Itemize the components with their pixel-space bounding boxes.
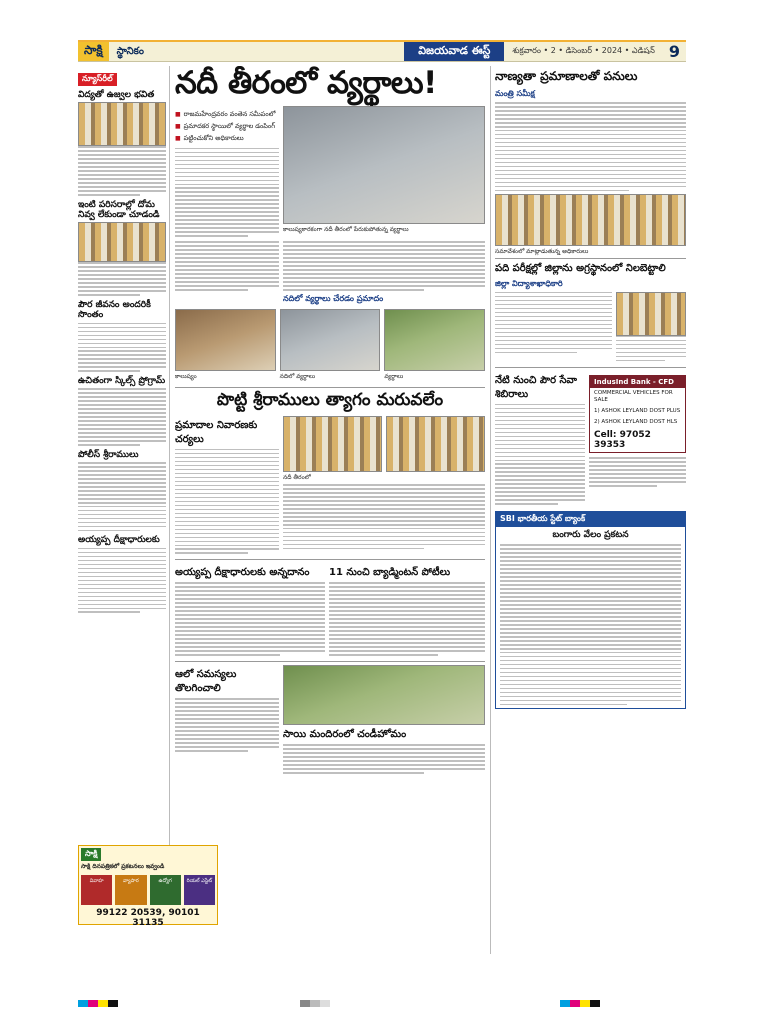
left-story-4-body xyxy=(78,388,166,445)
page-number: 9 xyxy=(668,42,680,61)
sakshi-ad-phones: 99122 20539, 90101 31135 xyxy=(96,908,200,928)
right-story-2-body xyxy=(495,292,612,353)
story-4-body xyxy=(329,582,485,655)
indusind-line-1: 1) ASHOK LEYLAND DOST PLUS xyxy=(594,408,681,414)
main-photo-caption-4: వ్యర్థాలు xyxy=(384,372,404,380)
sakshi-ad-tagline: సాక్షి దినపత్రికలో ప్రకటనలు ఇవ్వండి xyxy=(81,863,165,870)
sriramulu-body xyxy=(283,484,485,549)
color-registration-bar xyxy=(78,1000,118,1007)
sriramulu-photo-2 xyxy=(386,416,485,472)
sbi-notice-title: బంగారు వేలం ప్రకటన xyxy=(552,530,629,541)
story-6-headline: సాయి మందిరంలో చండీహోమం xyxy=(283,729,407,741)
right-story-1-body xyxy=(495,102,686,191)
masthead xyxy=(78,40,686,62)
bullet-item: ■ ప్రమాదకర స్థాయిలో వ్యర్థాల డంపింగ్ xyxy=(175,122,279,132)
left-story-2-headline: ఇంటి పరిసరాల్లో దోమ నివ్వ లేకుండా చూడండి xyxy=(78,199,160,221)
bullet-item: ■ పట్టించుకోని అధికారులు xyxy=(175,134,279,144)
indusind-ad xyxy=(589,375,686,454)
right-photo-caption: సమావేశంలో మాట్లాడుతున్న అధికారులు xyxy=(495,247,589,255)
left-story-4-headline: ఉచితంగా స్కిల్స్ ప్రోగ్రామ్ xyxy=(78,376,166,386)
left-story-6-headline: అయ్యప్ప దీక్షాధారులకు xyxy=(78,535,160,546)
sbi-notice-body xyxy=(496,544,685,705)
sriramulu-photo-1 xyxy=(283,416,382,472)
main-photo-tractor xyxy=(175,309,276,371)
section-title: స్థానికం xyxy=(116,45,144,57)
edition-label: విజయవాడ ఈస్ట్ xyxy=(404,42,504,61)
main-photo-dump xyxy=(384,309,485,371)
sbi-title: SBI భారతీయ స్టేట్ బ్యాంక్ xyxy=(496,512,685,527)
bullet-item: ■ రాజమహేంద్రవరం వంతెన సమీపంలో xyxy=(175,110,279,120)
newsreel-tag: న్యూస్‌రీల్ xyxy=(78,73,117,86)
left-story-6-body xyxy=(78,548,166,613)
main-story-body-1 xyxy=(175,148,279,237)
ad-tile: వివాహ xyxy=(81,875,112,905)
main-photo-caption-2: కాలుష్యం xyxy=(175,372,197,380)
main-headline: నదీ తీరంలో వ్యర్థాలు! xyxy=(175,66,437,101)
sriramulu-caption: నదీ తీరంలో xyxy=(283,473,311,481)
story-6-body xyxy=(283,744,485,773)
color-registration-bar xyxy=(560,1000,600,1007)
main-bullets xyxy=(175,110,279,144)
indusind-subtitle: COMMERCIAL VEHICLES FOR SALE xyxy=(594,389,673,403)
main-story-body-2 xyxy=(175,241,279,290)
dateline: శుక్రవారం • 2 • డిసెంబర్ • 2024 • ఎడిషన్ xyxy=(512,46,655,55)
right-story-3-headline: నేటి నుంచి పౌర సేవా శిబిరాలు xyxy=(495,374,578,400)
main-sub-kicker: నదిలో వ్యర్థాలు చేరడం ప్రమాదం xyxy=(283,293,384,303)
left-story-1-body xyxy=(78,146,166,195)
story-3-body xyxy=(175,582,325,655)
indusind-line-2: 2) ASHOK LEYLAND DOST HLS xyxy=(594,419,678,426)
story-4-headline: 11 నుంచి బ్యాడ్మింటన్ పోటీలు xyxy=(329,567,451,579)
story-3-headline: అయ్యప్ప దీక్షాధారులకు అన్నదానం xyxy=(175,567,310,579)
left-photo-2 xyxy=(78,222,166,262)
main-story-body-3 xyxy=(283,241,485,290)
story-5-body xyxy=(175,698,279,751)
left-story-3-body xyxy=(78,323,166,372)
main-photo-river-waste xyxy=(283,106,485,224)
right-story-3-body-b xyxy=(589,457,686,486)
indusind-title: IndusInd Bank - CFD xyxy=(590,376,685,388)
right-story-1-kicker: మంత్రి సమీక్ష xyxy=(495,89,535,98)
story-2-body xyxy=(175,449,279,554)
right-photo-education xyxy=(616,292,686,336)
color-registration-bar xyxy=(300,1000,330,1007)
indusind-cell: Cell: 97052 39353 xyxy=(594,430,651,451)
left-story-5-body xyxy=(78,462,166,531)
story-5-headline: ఆలో సమస్యలు తొలగించాలి xyxy=(175,669,237,695)
sriramulu-headline: పొట్టి శ్రీరాములు త్యాగం మరువలేం xyxy=(175,387,485,414)
sakshi-classifieds-ad xyxy=(78,845,218,928)
right-photo-meeting xyxy=(495,194,686,246)
main-photo-river-bank xyxy=(280,309,381,371)
left-photo-1 xyxy=(78,102,166,146)
ad-tile: వ్యాపార xyxy=(115,875,146,905)
main-column xyxy=(175,66,485,954)
right-story-3-body xyxy=(495,404,585,505)
right-story-2-body-b xyxy=(616,336,686,362)
left-story-1-headline: విద్యతో ఉజ్వల భవిత xyxy=(78,90,155,100)
brand-logo: సాక్షి xyxy=(78,42,109,61)
story-2-headline: ప్రమాదాల నివారణకు చర్యలు xyxy=(175,419,258,445)
ad-tile: రియల్ ఎస్టేట్ xyxy=(184,875,215,905)
right-story-1-headline: నాణ్యతా ప్రమాణాలతో పనులు xyxy=(495,69,638,83)
story-5-photo xyxy=(283,665,485,725)
left-story-3-headline: పౌర జీవనం అందరికీ సొంతం xyxy=(78,299,151,321)
right-story-2-kicker: జిల్లా విద్యాశాఖాధికారి xyxy=(495,278,563,288)
left-column xyxy=(78,66,170,914)
sbi-notice xyxy=(495,511,686,708)
main-photo-caption-3: నదిలో వ్యర్థాలు xyxy=(279,372,316,380)
sakshi-logo: సాక్షి xyxy=(81,848,101,861)
right-story-2-headline: పది పరీక్షల్లో జిల్లాను అగ్రస్థానంలో నిలబెట్టాలి xyxy=(495,262,666,274)
right-column xyxy=(490,66,686,954)
ad-tile: ఉద్యోగ xyxy=(150,875,181,905)
main-photo-caption: కాలుష్యకారకంగా నదీ తీరంలో పేరుకుపోతున్న వ్యర్థాలు xyxy=(283,225,409,233)
left-story-2-body xyxy=(78,262,166,295)
left-story-5-headline: పోలీస్ శ్రీరాములు xyxy=(78,449,139,460)
